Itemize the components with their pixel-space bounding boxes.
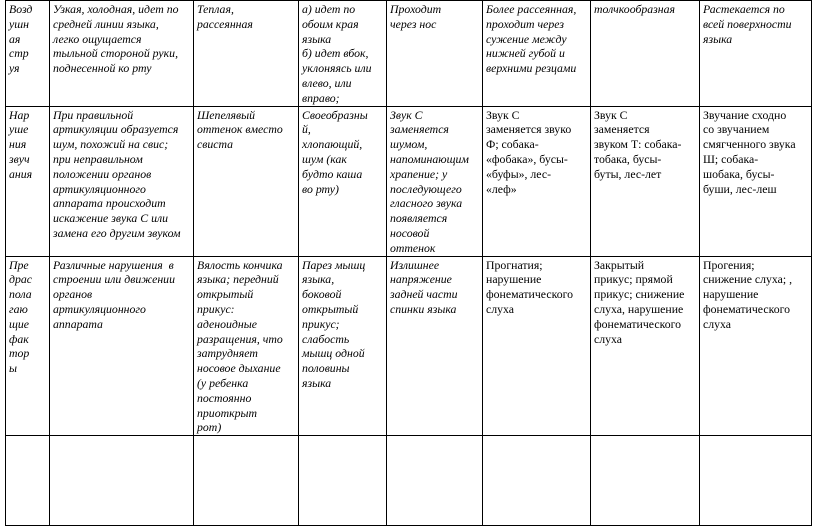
table-cell [387, 256, 483, 436]
table-cell [387, 106, 483, 256]
table-cell [50, 256, 194, 436]
cell-text: При правильной артикуляции образуется шум, похожий на свис; при неправильном положении органов артикуляционного аппарата происходит искажение звука С или замена его другим звуком [53, 107, 181, 240]
cell-text: Своеобразны й, хлопающий, шум (как будто каша во рту) [302, 107, 368, 196]
table-cell [299, 436, 387, 526]
cell-text: Возд ушн ая стр уя [9, 2, 33, 76]
table-cell [483, 1, 591, 107]
cell-text: Звук С заменяется звуком Т: собака- тобака, бусы- буты, лес-лет [594, 107, 682, 181]
table-cell [483, 256, 591, 436]
table-cell [700, 1, 812, 107]
table-cell [387, 1, 483, 107]
table-cell [194, 256, 299, 436]
cell-text: Закрытый прикус; прямой прикус; снижение слуха, нарушение фонематического слуха [594, 257, 685, 346]
cell-text: толчкообразная [594, 2, 676, 16]
cell-text: Звук С заменяется звуко Ф; собака- «фобака», бусы- «буфы», лес- «леф» [486, 107, 572, 196]
cell-text: Прогнатия; нарушение фонематического слуха [486, 257, 574, 316]
cell-text: Шепелявый оттенок вместо свиста [197, 107, 283, 152]
table-cell [483, 436, 591, 526]
table-cell [299, 106, 387, 256]
table-cell [483, 106, 591, 256]
cell-text: Различные нарушения в строении или движении органов артикуляционного аппарата [53, 257, 175, 331]
cell-text: а) идет по обоим края языка б) идет вбок, уклоняясь или влево, или вправо; [302, 2, 372, 105]
table-cell [194, 436, 299, 526]
cell-text: Теплая, рассеянная [197, 2, 253, 31]
cell-text: Прогения; снижение слуха; , нарушение фонематического слуха [703, 257, 793, 331]
table-cell [591, 256, 700, 436]
table-cell [591, 436, 700, 526]
table-cell [50, 436, 194, 526]
cell-text: Растекается по всей поверхности языка [703, 2, 792, 46]
table-cell [700, 436, 812, 526]
cell-text: Излишнее напряжение задней части спинки языка [390, 257, 458, 316]
table-cell [591, 106, 700, 256]
table-row-air-stream [6, 1, 812, 107]
cell-text: Проходит через нос [390, 2, 442, 31]
table-cell [194, 106, 299, 256]
table-cell [299, 1, 387, 107]
row-header-cell [6, 106, 50, 256]
cell-text: Вялость кончика языка; передний открытый прикус: аденоидные разращения, что затрудняет носовое дыхание (у ребенка постоянно приоткрыт рот) [197, 257, 283, 435]
cell-text: Нар уше ния звуч ания [9, 107, 33, 181]
cell-text: Звучание сходно со звучанием смягченного звука Ш; собака- шобака, бусы- буши, лес-леш [703, 107, 796, 196]
table-cell [50, 1, 194, 107]
table-row-sound-disorders [6, 106, 812, 256]
table-cell [6, 436, 50, 526]
cell-text: Пре драс пола гаю щие фак тор ы [9, 257, 33, 376]
table-cell [591, 1, 700, 107]
table-cell [299, 256, 387, 436]
cell-text: Более рассеянная, проходит через сужение между нижней губой и верхними резцами [486, 2, 577, 76]
cell-text: Парез мышц языка, боковой открытый прикус; слабость мышц одной половины языка [302, 257, 366, 390]
row-header-cell [6, 256, 50, 436]
row-header-cell [6, 1, 50, 107]
table-cell [194, 1, 299, 107]
table-cell [50, 106, 194, 256]
phonetics-table [5, 0, 812, 526]
table-row-predisposing-factors [6, 256, 812, 436]
table-cell [387, 436, 483, 526]
cell-text: Узкая, холодная, идет по средней линии языка, легко ощущается тыльной стороной руки, поднесенной ко рту [53, 2, 179, 76]
table-row-empty [6, 436, 812, 526]
cell-text: Звук С заменяется шумом, напоминающим храпение; у последующего гласного звука появляется носовой оттенок [390, 107, 469, 255]
table-cell [700, 106, 812, 256]
table-cell [700, 256, 812, 436]
